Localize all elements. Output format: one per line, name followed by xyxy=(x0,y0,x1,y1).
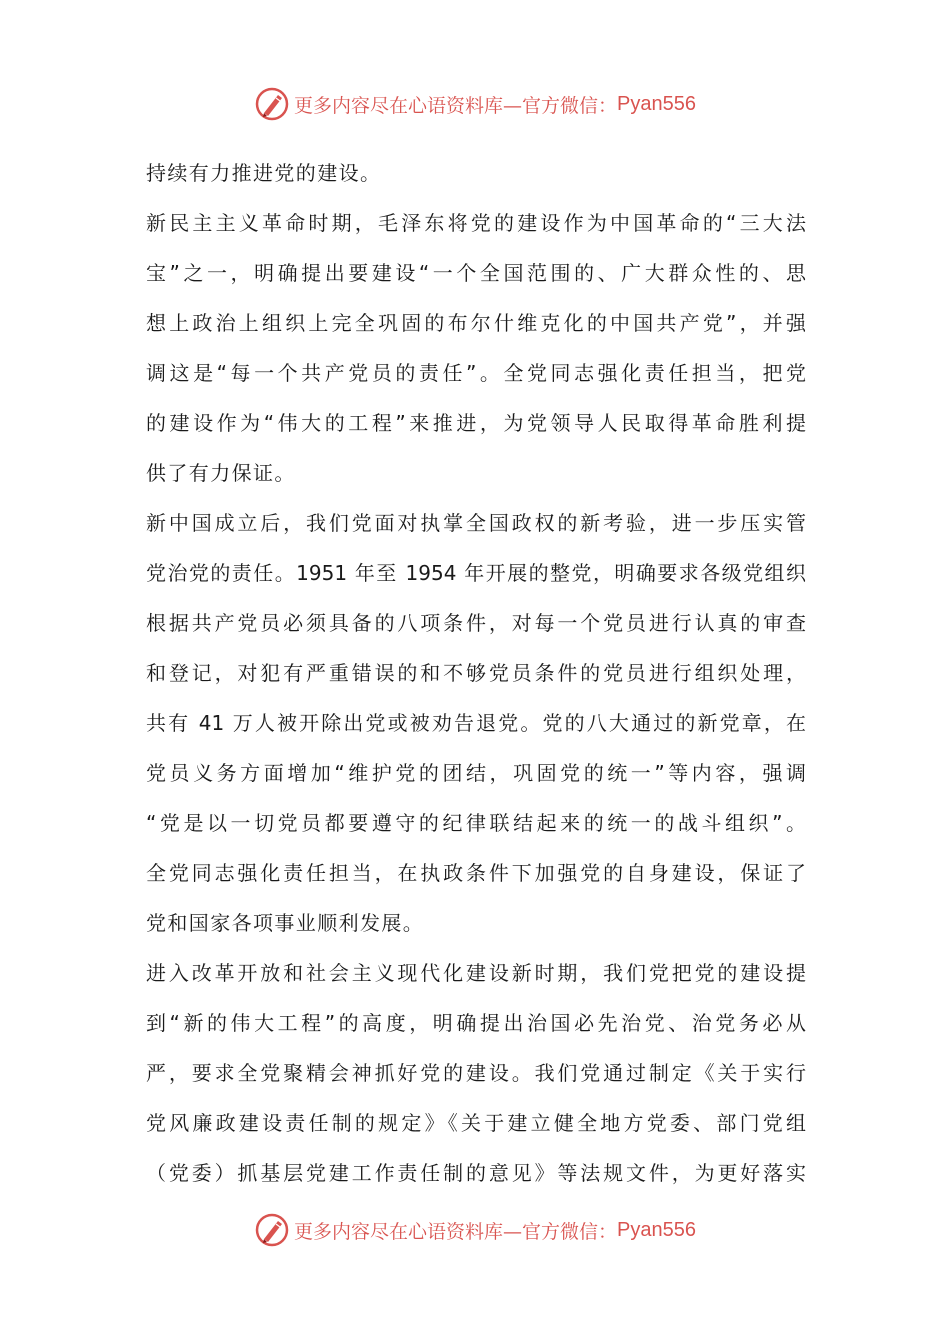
text-line: 的建设作为“伟大的工程”来推进，为党领导人民取得革命胜利提 xyxy=(146,411,806,435)
text-line: 进入改革开放和社会主义现代化建设新时期，我们党把党的建设提 xyxy=(146,961,806,985)
text-line: 党员义务方面增加“维护党的团结，巩固党的统一”等内容，强调 xyxy=(146,761,806,785)
header-watermark xyxy=(0,84,950,124)
watermark-text: 更多内容尽在心语资料库—官方微信： xyxy=(294,1220,618,1243)
text-line: “党是以一切党员都要遵守的纪律联结起来的统一的战斗组织”。 xyxy=(146,811,806,835)
text-line: 新中国成立后，我们党面对执掌全国政权的新考验，进一步压实管 xyxy=(146,511,806,535)
text-line: 党治党的责任。1951 年至 1954 年开展的整党，明确要求各级党组织 xyxy=(146,561,806,585)
text-line: 调这是“每一个共产党员的责任”。全党同志强化责任担当，把党 xyxy=(146,361,806,385)
pen-logo-icon xyxy=(254,1212,290,1248)
text-line: 党和国家各项事业顺利发展。 xyxy=(146,911,425,935)
text-line: 严，要求全党聚精会神抓好党的建设。我们党通过制定《关于实行 xyxy=(146,1061,806,1085)
watermark-wechat-id: Pyan556 xyxy=(617,92,696,115)
text-line: 持续有力推进党的建设。 xyxy=(146,161,382,185)
text-line: 和登记，对犯有严重错误的和不够党员条件的党员进行组织处理， xyxy=(146,661,806,685)
footer-watermark xyxy=(0,1210,950,1250)
text-line: 党风廉政建设责任制的规定》《关于建立健全地方党委、部门党组 xyxy=(146,1111,806,1135)
text-line: 想上政治上组织上完全巩固的布尔什维克化的中国共产党”，并强 xyxy=(146,311,806,335)
text-line: 根据共产党员必须具备的八项条件，对每一个党员进行认真的审查 xyxy=(146,611,806,635)
text-line: 全党同志强化责任担当，在执政条件下加强党的自身建设，保证了 xyxy=(146,861,806,885)
text-line: 共有 41 万人被开除出党或被劝告退党。党的八大通过的新党章，在 xyxy=(146,711,806,735)
pen-logo-icon xyxy=(254,86,290,122)
text-line: 供了有力保证。 xyxy=(146,461,296,485)
text-line: （党委）抓基层党建工作责任制的意见》等法规文件，为更好落实 xyxy=(146,1161,806,1185)
text-line: 宝”之一，明确提出要建设“一个全国范围的、广大群众性的、思 xyxy=(146,261,806,285)
text-line: 新民主主义革命时期，毛泽东将党的建设作为中国革命的“三大法 xyxy=(146,211,806,235)
watermark-text: 更多内容尽在心语资料库—官方微信： xyxy=(294,94,618,117)
document-body xyxy=(146,148,806,1198)
text-line: 到“新的伟大工程”的高度，明确提出治国必先治党、治党务必从 xyxy=(146,1011,806,1035)
watermark-wechat-id: Pyan556 xyxy=(617,1218,696,1241)
